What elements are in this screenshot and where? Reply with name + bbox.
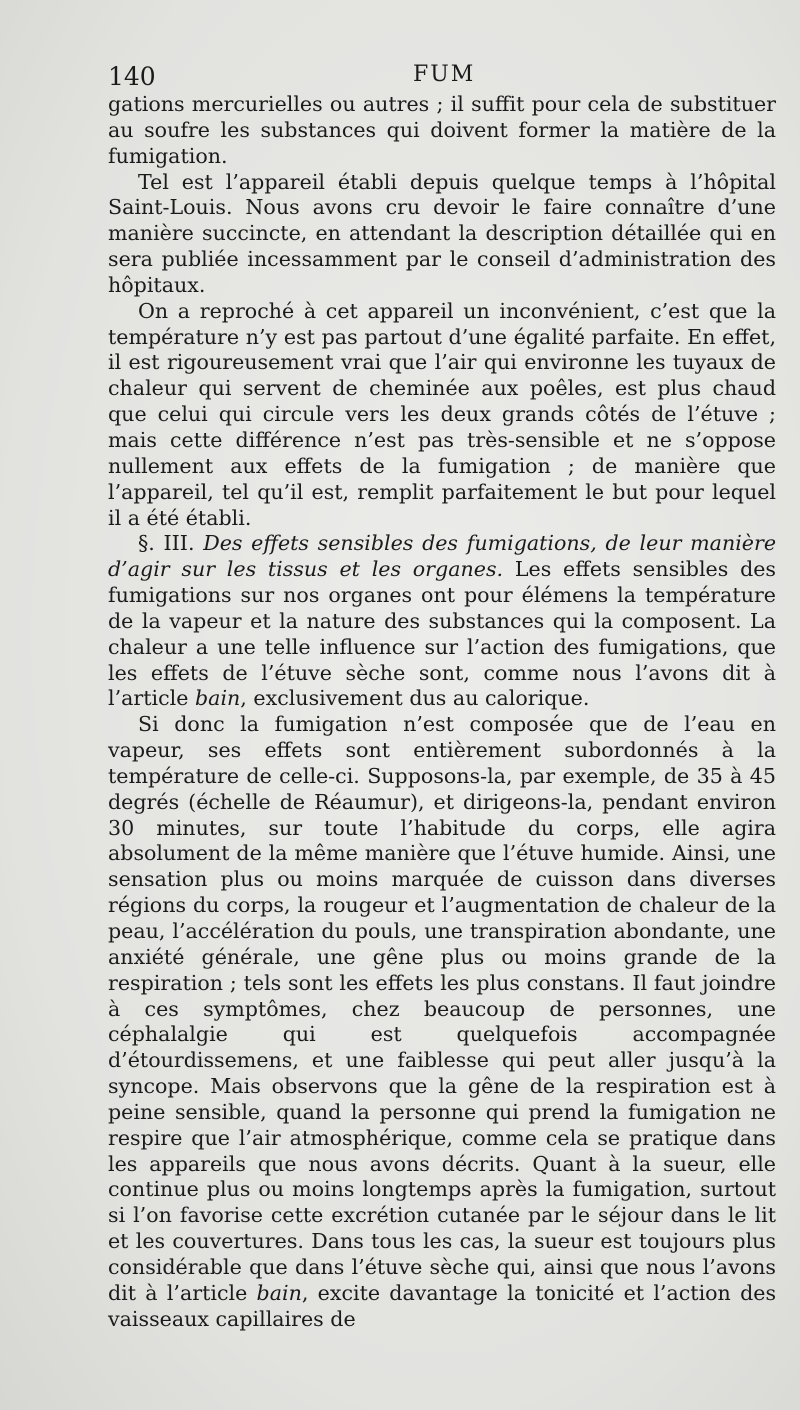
paragraph-text: On a reproché à cet appareil un inconvénient, c’est que la température n’y est pas partout d’une égalité parfaite. En effet, il est rigoureusement vrai que l’air qui environne les tuyaux de chaleur qui servent de cheminée aux poêles, est plus chaud que celui qui circule vers les deux grands côtés de l’étuve ; mais cette différence n’est pas très-sensible et ne s’oppose nullement aux effets de la fumigation ; de manière que l’appareil, tel qu’il est, remplit parfaitement le but pour lequel il a été établi.: [108, 298, 776, 530]
paragraph-text-tail: , exclusivement dus au calorique.: [240, 686, 590, 711]
paragraph-text-tail: , excite davantage la tonicité et l’action des vaisseaux capillaires de: [108, 1280, 777, 1331]
section-paragraph: [108, 531, 776, 712]
page-header: [108, 62, 776, 92]
paragraph-text: Si donc la fumigation n’est composée que de l’eau en vapeur, ses effets sont entièrement subordonnés à la température de celle-ci. Supposons-la, par exemple, de 35 à 45 degrés (échelle de Réaumur), et dirigeons-la, pendant environ 30 minutes, sur toute l’habitude du corps, elle agira absolument de la même manière que l’étuve humide. Ainsi, une sensation plus ou moins marquée de cuisson dans diverses régions du corps, la rougeur et l’augmentation de chaleur de la peau, l’accélération du pouls, une transpiration abondante, une anxiété générale, une gêne plus ou moins grande de la respiration ; tels sont les effets les plus constans. Il faut joindre à ces symptômes, chez beaucoup de personnes, une céphalalgie qui est quelquefois accompagnée d’étourdissemens, et une faiblesse qui peut aller jusqu’à la syncope. Mais observons que la gêne de la respiration est à peine sensible, quand la personne qui prend la fumigation ne respire que l’air atmosphérique, comme cela se pratique dans les appareils que nous avons décrits. Quant à la sueur, elle continue plus ou moins longtemps après la fumigation, surtout si l’on favorise cette excrétion cutanée par le séjour dans le lit et les couvertures. Dans tous les cas, la sueur est toujours plus considérable que dans l’étuve sèche qui, ainsi que nous l’avons dit à l’article: [108, 712, 776, 1305]
article-reference: bain: [194, 686, 241, 711]
running-head: FUM: [413, 62, 476, 87]
paragraph: [108, 712, 776, 1332]
article-reference: bain: [256, 1280, 302, 1305]
section-heading: Des effets sensibles des fumigations, de leur manière d’agir sur les tissus et les organes.: [108, 531, 777, 582]
paragraph-text: Les effets sensibles des fumigations sur nos organes ont pour élémens la température de la vapeur et la nature des substances qui la composent. La chaleur a une telle influence sur l’action des fumigations, que les effets de l’étuve sèche sont, comme nous l’avons dit à l’article: [108, 557, 777, 711]
paragraph: [108, 170, 776, 299]
section-number: §. III.: [138, 531, 195, 556]
page-number: 140: [108, 62, 156, 91]
paragraph-text: Tel est l’appareil établi depuis quelque temps à l’hôpital Saint-Louis. Nous avons cru devoir le faire connaître d’une manière succincte, en attendant la description détaillée qui en sera publiée incessamment par le conseil d’administration des hôpitaux.: [108, 169, 776, 297]
paragraph: [108, 299, 776, 532]
paragraph-text: gations mercurielles ou autres ; il suffit pour cela de substituer au soufre les substances qui doivent former la matière de la fumigation.: [108, 92, 776, 168]
body-text: [108, 92, 776, 1333]
paragraph: [108, 92, 776, 170]
